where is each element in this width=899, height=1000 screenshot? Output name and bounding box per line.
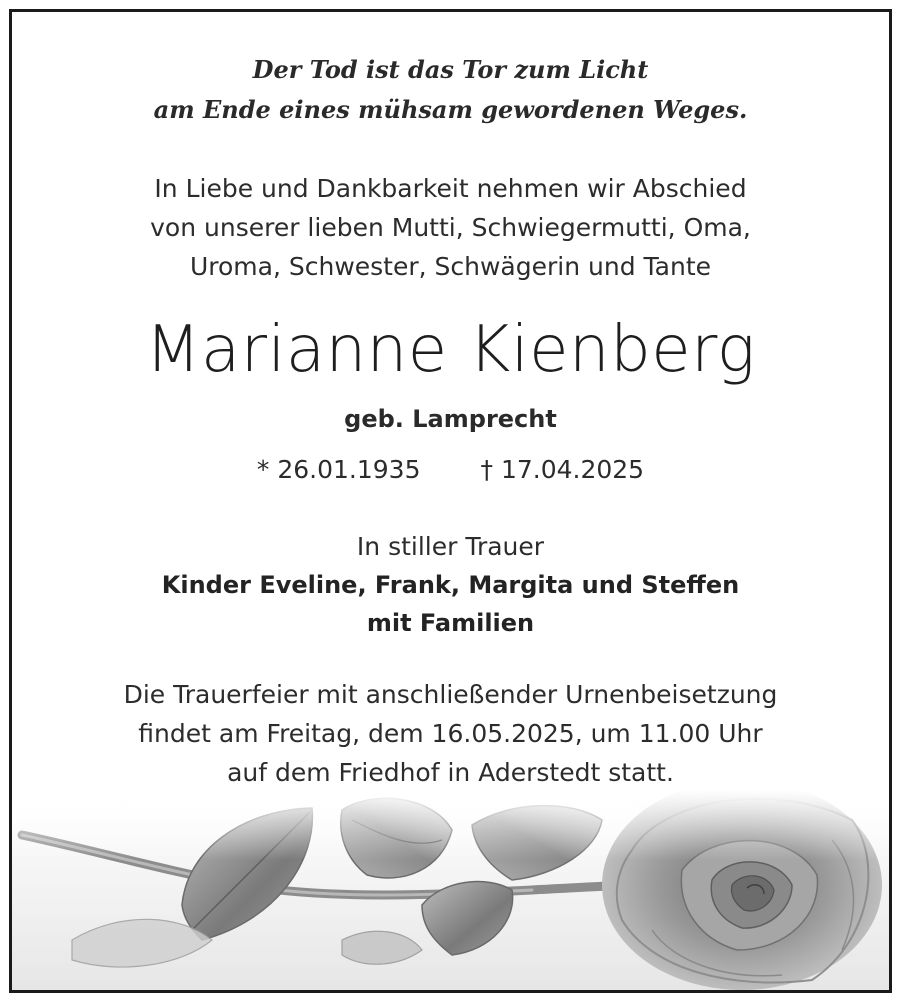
life-dates — [12, 452, 889, 488]
death-date: † 17.04.2025 — [480, 455, 645, 484]
deceased-name: Marianne Kienberg — [145, 313, 756, 387]
service-line-3: auf dem Friedhof in Aderstedt statt. — [227, 758, 674, 787]
intro-line-3: Uroma, Schwester, Schwägerin und Tante — [189, 252, 712, 281]
quote-line-2: am Ende eines mühsam gewordenen Weges. — [153, 95, 748, 124]
rose-image — [12, 790, 889, 990]
quote — [12, 50, 889, 130]
birth-date: * 26.01.1935 — [256, 455, 421, 484]
service-info — [12, 675, 889, 792]
intro-line-2: von unserer lieben Mutti, Schwiegermutti, Oma, — [150, 213, 751, 242]
intro-line-1: In Liebe und Dankbarkeit nehmen wir Abschied — [154, 174, 747, 203]
mourners-line-1: Kinder Eveline, Frank, Margita und Steffen — [161, 571, 740, 599]
service-line-1: Die Trauerfeier mit anschließender Urnenbeisetzung — [123, 680, 778, 709]
birth-name: geb. Lamprecht — [344, 405, 557, 433]
mourning-intro: In stiller Trauer — [356, 532, 545, 561]
quote-line-1: Der Tod ist das Tor zum Licht — [252, 55, 649, 84]
service-line-2: findet am Freitag, dem 16.05.2025, um 11.00 Uhr — [138, 719, 763, 748]
mourners — [12, 566, 889, 642]
mourners-line-2: mit Familien — [366, 609, 535, 637]
obituary-frame — [9, 9, 892, 993]
farewell-intro — [12, 169, 889, 286]
